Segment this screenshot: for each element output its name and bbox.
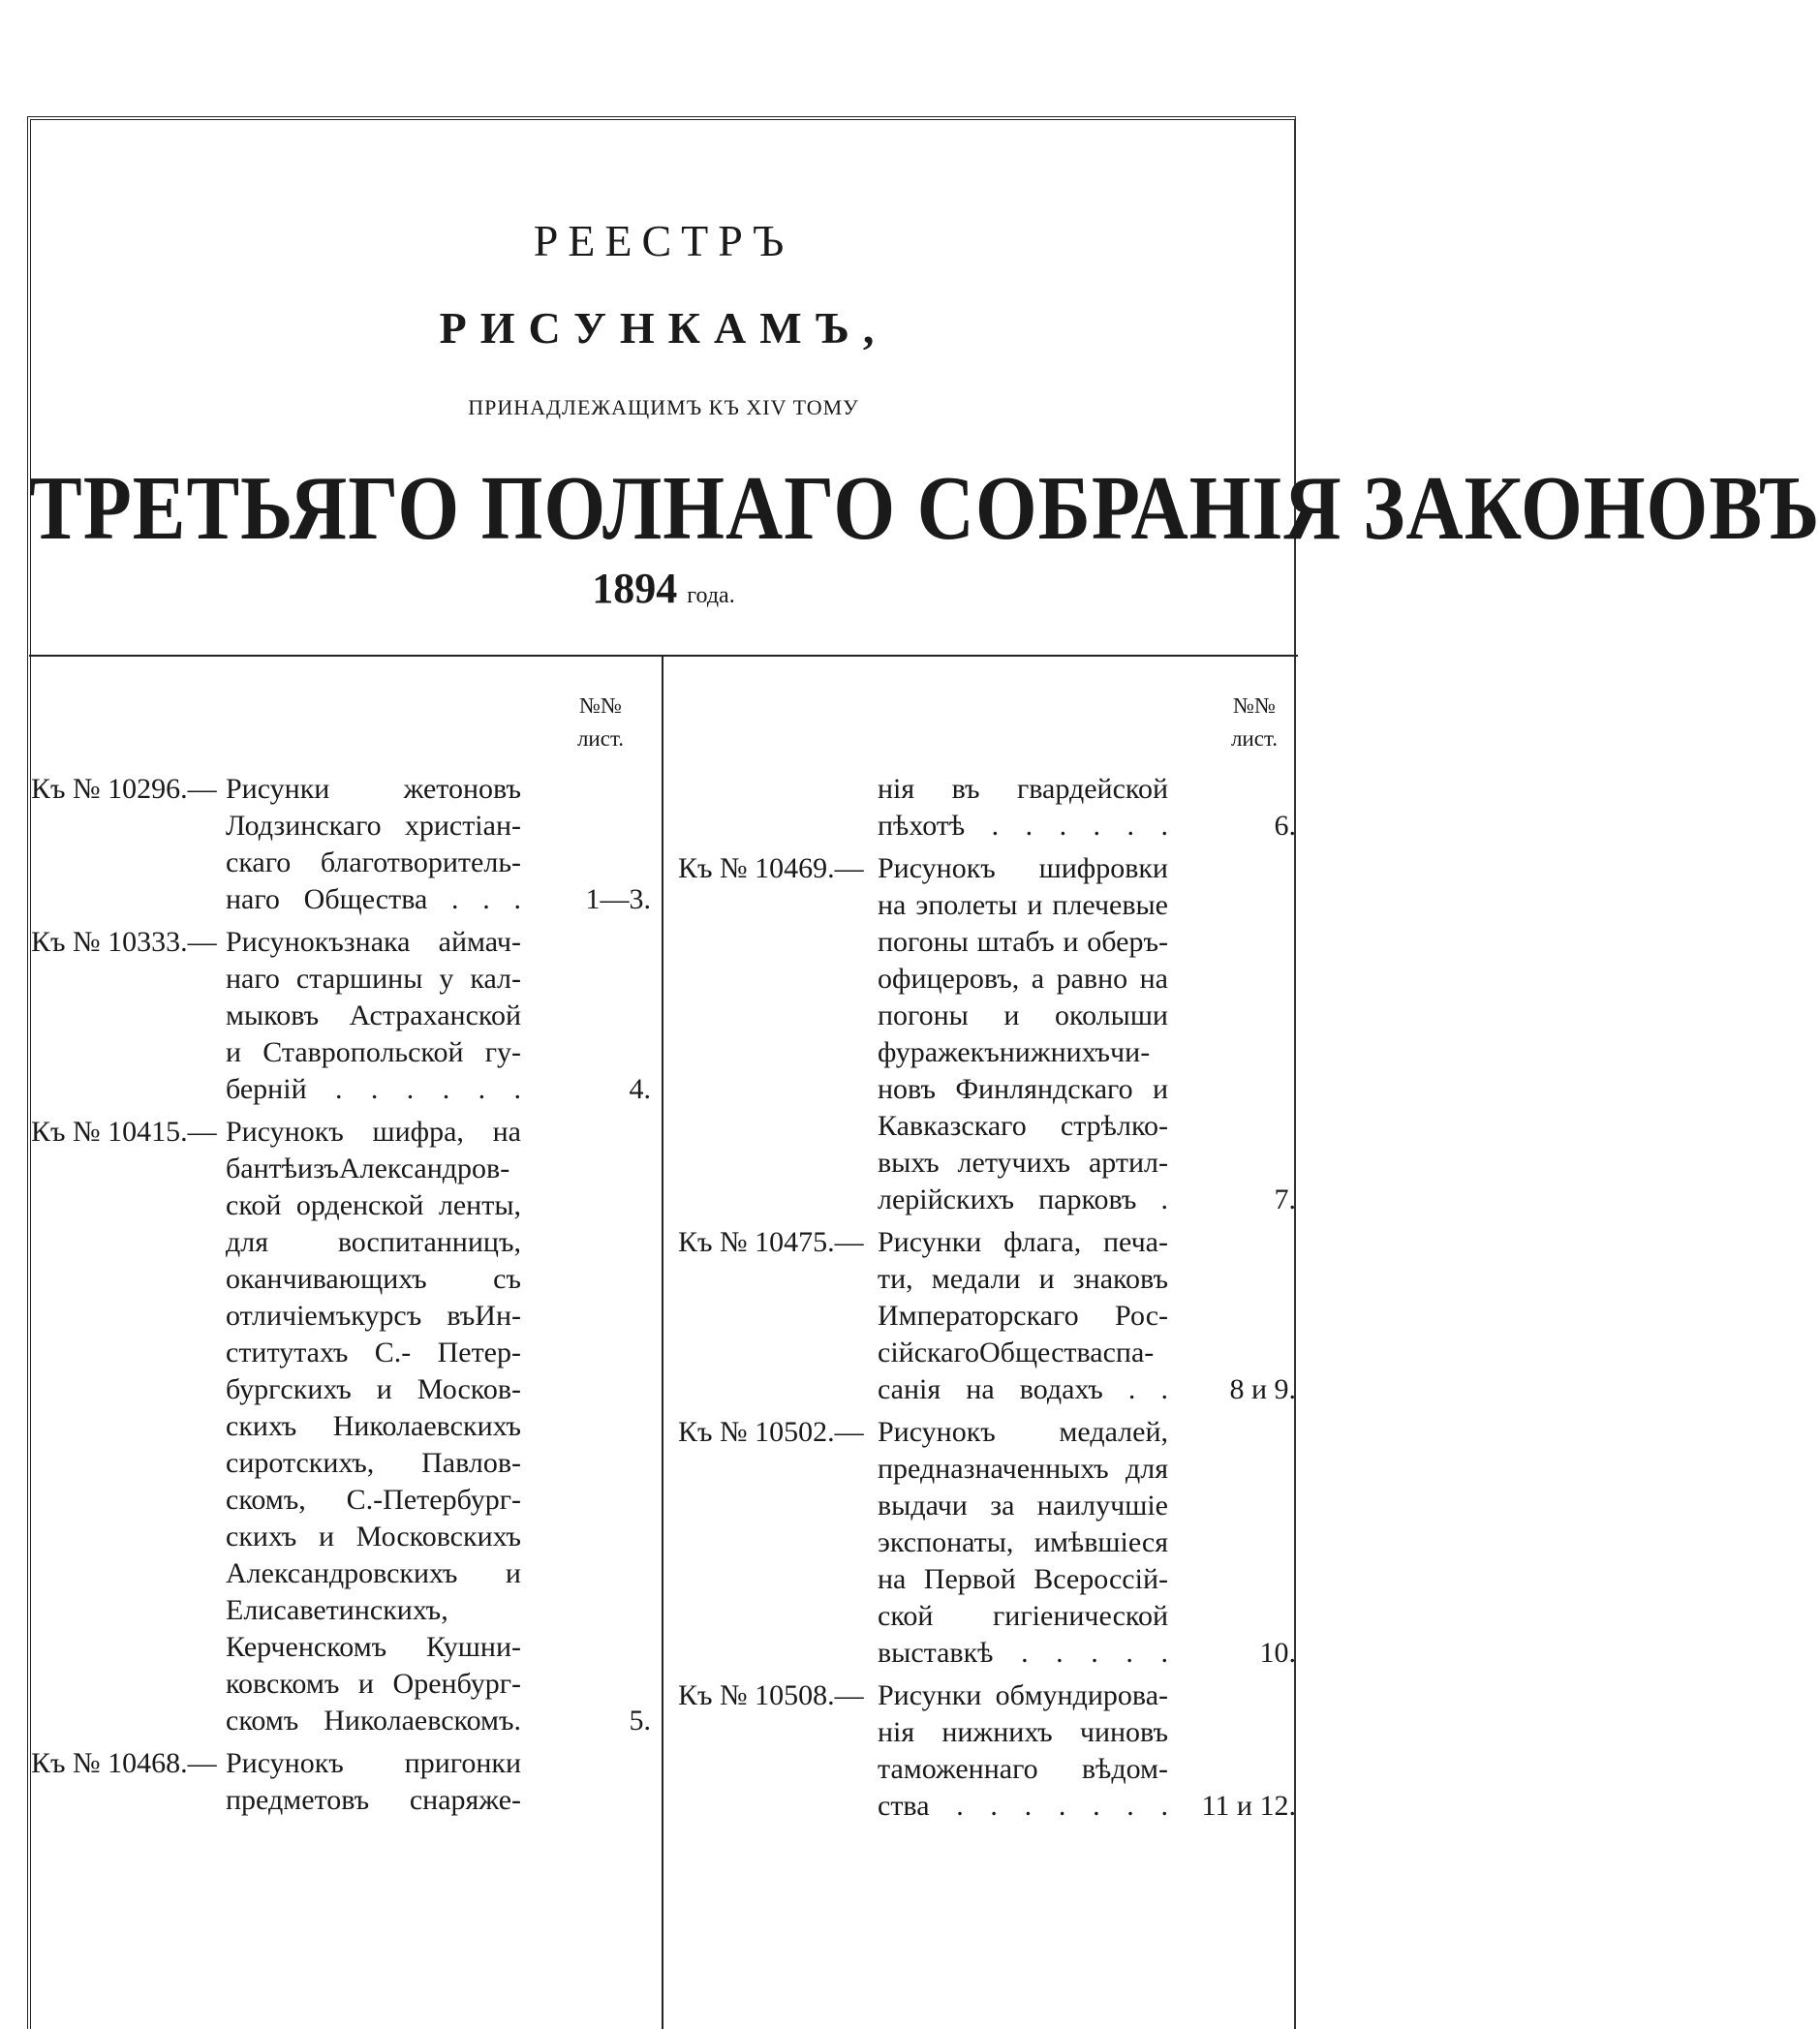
entry-line: Рисунокъ медалей, <box>878 1416 1168 1448</box>
entry-line: офицеровъ, а равно на <box>878 963 1168 995</box>
entry-line: пѣхотѣ . . . . . . <box>878 810 1168 842</box>
entry-line: ской гигіенической <box>878 1600 1168 1632</box>
entry-description <box>226 1114 521 1739</box>
entry-line: ститутахъ С.- Петер- <box>226 1337 521 1368</box>
entry-line: лерійскихъ парковъ . <box>878 1184 1168 1215</box>
entry-sheet-number: 8 и 9. <box>1229 1373 1296 1405</box>
entry-line: погоны штабъ и оберъ- <box>878 926 1168 958</box>
left-entry <box>31 924 651 1108</box>
entry-line: отличіемъкурсъ въИн- <box>226 1300 521 1332</box>
entry-line: Рисунокъ пригонки <box>226 1747 521 1779</box>
entry-line: скихъ и Московскихъ <box>226 1521 521 1552</box>
entry-line: экспонаты, имѣвшіеся <box>878 1526 1168 1558</box>
entry-line: оканчивающихъ съ <box>226 1263 521 1295</box>
right-entry <box>678 1224 1296 1408</box>
entry-line: Керченскомъ Кушни- <box>226 1631 521 1663</box>
column-divider <box>662 657 663 2029</box>
left-entry <box>31 1745 651 1819</box>
title-drawings: РИСУНКАМЪ, <box>439 303 888 353</box>
entry-sheet-number: 10. <box>1259 1637 1296 1669</box>
entry-description <box>226 771 521 918</box>
entry-line: скихъ Николаевскихъ <box>226 1410 521 1442</box>
right-column-header-number: №№ <box>1233 693 1276 718</box>
entry-reference: Къ № 10475.— <box>678 1226 864 1258</box>
entry-description <box>878 1224 1168 1408</box>
entry-line: новъ Финляндскаго и <box>878 1073 1168 1105</box>
entry-line: мыковъ Астраханской <box>226 999 521 1031</box>
left-column-header-number: №№ <box>579 693 622 718</box>
entry-line: Александровскихъ и <box>226 1557 521 1589</box>
entry-sheet-number: 7. <box>1274 1184 1296 1215</box>
subtitle-volume: ПРИНАДЛЕЖАЩИМЪ КЪ XIV ТОМУ <box>468 395 859 419</box>
entry-line: скаго благотворитель- <box>226 846 521 878</box>
entry-line: предназначенныхъ для <box>878 1453 1168 1485</box>
right-entry <box>678 850 1296 1218</box>
entry-line: выставкѣ . . . . . <box>878 1637 1168 1669</box>
entry-line: наго старшины у кал- <box>226 963 521 995</box>
entry-line: Лодзинскаго христіан- <box>226 810 521 842</box>
entry-line: на Первой Всероссій- <box>878 1563 1168 1595</box>
entry-line: берній . . . . . . <box>226 1073 521 1105</box>
entry-line: бантѣизъАлександров- <box>226 1153 510 1184</box>
entry-line: скомъ, С.-Петербург- <box>226 1484 521 1516</box>
entry-line: фуражекънижнихъчи- <box>878 1036 1151 1068</box>
entry-line: предметовъ снаряже- <box>226 1784 521 1816</box>
entry-line: Рисунокъзнака аймач- <box>226 926 521 958</box>
entry-line: бургскихъ и Москов- <box>226 1373 521 1405</box>
entry-line: сиротскихъ, Павлов- <box>226 1447 521 1479</box>
title-year-suffix: года. <box>687 583 735 608</box>
entry-reference: Къ № 10296.— <box>31 773 217 805</box>
entry-line: скомъ Николаевскомъ. <box>226 1705 521 1737</box>
right-column-header-sheet: лист. <box>1230 726 1279 751</box>
title-year-line <box>29 564 1298 613</box>
entry-reference: Къ № 10333.— <box>31 926 217 958</box>
entry-line: выдачи за наилучшіе <box>878 1490 1168 1522</box>
entry-line: Рисунки жетоновъ <box>226 773 521 805</box>
entry-reference: Къ № 10468.— <box>31 1747 217 1779</box>
left-entry <box>31 771 651 918</box>
entry-description <box>226 924 521 1108</box>
entry-line: таможеннаго вѣдом- <box>878 1753 1168 1785</box>
right-entry <box>678 771 1296 845</box>
entry-line: выхъ летучихъ артил- <box>878 1147 1168 1179</box>
header-rule <box>29 655 1298 657</box>
entry-description <box>226 1745 521 1819</box>
entry-line: ти, медали и знаковъ <box>878 1263 1168 1295</box>
entry-line: нія въ гвардейской <box>878 773 1168 805</box>
right-entry <box>678 1677 1296 1825</box>
entry-line: нія нижнихъ чиновъ <box>878 1716 1168 1748</box>
title-registry: РЕЕСТРЪ <box>533 216 794 265</box>
entry-line: ской орденской ленты, <box>226 1189 521 1221</box>
entry-line: Рисунки флага, печа- <box>878 1226 1168 1258</box>
entry-line: Императорскаго Рос- <box>878 1300 1168 1332</box>
entry-line: Рисунокъ шифровки <box>878 852 1168 884</box>
entry-sheet-number: 4. <box>629 1073 651 1105</box>
entry-line: сійскагоОбществаспа- <box>878 1337 1155 1368</box>
left-entry <box>31 1114 651 1739</box>
left-column-header-sheet: лист. <box>576 726 625 751</box>
entry-line: погоны и околыши <box>878 999 1168 1031</box>
title-year: 1894 <box>592 565 678 612</box>
right-entry <box>678 1414 1296 1672</box>
entry-reference: Къ № 10415.— <box>31 1116 217 1148</box>
entry-reference: Къ № 10508.— <box>678 1679 864 1711</box>
entry-sheet-number: 5. <box>629 1705 651 1737</box>
right-column-header <box>1216 690 1293 755</box>
entry-line: Кавказскаго стрѣлко- <box>878 1110 1168 1142</box>
entry-description <box>878 771 1168 845</box>
entry-line: Рисунокъ шифра, на <box>226 1116 521 1148</box>
entry-reference: Къ № 10502.— <box>678 1416 864 1448</box>
entry-description <box>878 1414 1168 1672</box>
left-column-header <box>562 690 639 755</box>
entry-sheet-number: 11 и 12. <box>1201 1790 1296 1822</box>
entry-sheet-number: 1—3. <box>585 883 651 915</box>
entry-line: ковскомъ и Оренбург- <box>226 1668 521 1700</box>
entry-line: и Ставропольской гу- <box>226 1036 521 1068</box>
entry-line: на эполеты и плечевые <box>878 889 1168 921</box>
entry-line: ства . . . . . . . <box>878 1790 1168 1822</box>
entry-description <box>878 850 1168 1218</box>
entry-line: для воспитанницъ, <box>226 1226 521 1258</box>
entry-line: Рисунки обмундирова- <box>878 1679 1168 1711</box>
entry-line: наго Общества . . . <box>226 883 521 915</box>
entry-sheet-number: 6. <box>1274 810 1296 842</box>
entry-line: Елисаветинскихъ, <box>226 1594 448 1626</box>
title-collection: ТРЕТЬЯГО ПОЛНАГО СОБРАНІЯ ЗАКОНОВЪ <box>29 457 1820 559</box>
entry-reference: Къ № 10469.— <box>678 852 864 884</box>
entry-description <box>878 1677 1168 1825</box>
entry-line: санія на водахъ . . <box>878 1373 1168 1405</box>
